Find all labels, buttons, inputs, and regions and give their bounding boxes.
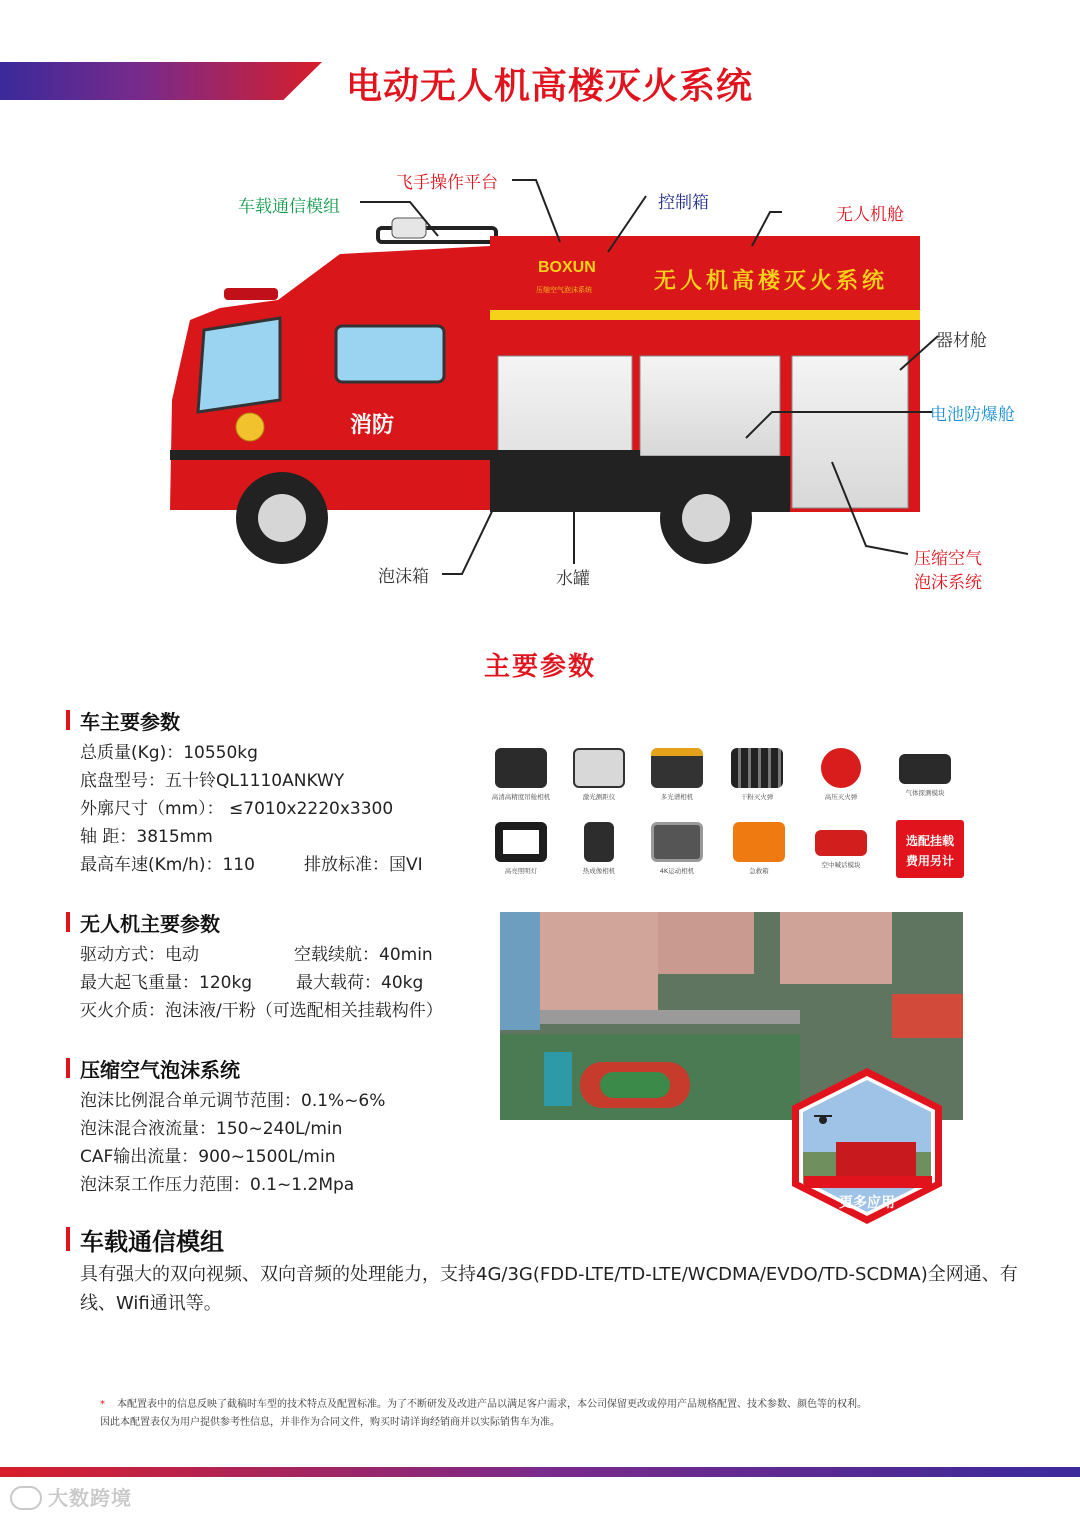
equipment-item [564,822,634,875]
equipment-caption: 急救箱 [749,867,769,875]
optional-mounts-badge [896,820,964,878]
footer-ribbon [0,1467,1080,1477]
brand-subtitle: 压缩空气泡沫系统 [536,287,592,294]
header-ribbon [0,62,322,100]
callout-comm-module: 车载通信模组 [238,197,340,217]
equipment-caption: 高清高精度吊舱相机 [491,793,551,801]
truck-illustration [160,150,1015,610]
equipment-caption: 高亮照明灯 [504,867,538,875]
footnote-line1: 本配置表中的信息反映了截稿时车型的技术特点及配置标准。为了不断研发及改进产品以满足客户需求，本公司保留更改或停用产品规格配置、技术参数、颜色等的权利。 [117,1399,867,1410]
comm-module-description: 具有强大的双向视频、双向音频的处理能力，支持4G/3G(FDD-LTE/TD-LTE/WCDMA/EVDO/TD-SCDMA)全网通、有线、Wifi通讯等。 [80,1264,1018,1314]
callout-control-box: 控制箱 [658,193,709,213]
vehicle-param-emission: 排放标准：国VI [304,855,423,875]
thermal-camera-icon [584,822,614,862]
equipment-item [806,822,876,869]
equipment-caption: 气体探测模块 [905,789,945,797]
callout-battery-cabin: 电池防爆舱 [930,405,1015,425]
equipment-caption: 高压灭火弹 [824,793,858,801]
heading-caf-params: 压缩空气泡沫系统 [66,1054,240,1083]
callout-drone-cabin: 无人机舱 [836,205,904,225]
callout-equipment-cabin: 器材舱 [936,331,987,351]
caf-param-0: 泡沫比例混合单元调节范围：0.1%~6% [80,1091,386,1111]
heading-comm-module: 车载通信模组 [66,1222,224,1257]
cab-text: 消防 [350,412,395,437]
drone-param-takeoff: 最大起飞重量：120kg [80,973,253,993]
gas-detector-icon [899,754,951,784]
footnote-line2: 因此本配置表仅为用户提供参考性信息，并非作为合同文件，购买时请详询经销商并以实际销售车为准。 [100,1417,560,1428]
equipment-item [642,822,712,875]
powder-bomb-icon [731,748,783,788]
rangefinder-icon [573,748,625,788]
action-camera-icon [651,822,703,862]
drone-param-endurance: 空载续航：40min [294,945,433,965]
heading-drone-params: 无人机主要参数 [66,908,220,937]
callout-caf-system-line2: 泡沫系统 [914,573,982,593]
callout-foam-box: 泡沫箱 [378,567,429,587]
caf-param-3: 泡沫泵工作压力范围：0.1~1.2Mpa [80,1175,355,1195]
equipment-caption: 激光测距仪 [582,793,616,801]
watermark-text: 大数跨境 [48,1486,132,1510]
equipment-grid [486,748,966,888]
callout-pilot-platform: 飞手操作平台 [396,173,498,193]
more-apps-label: 更多应用 [839,1195,895,1211]
vehicle-param-3: 轴 距：3815mm [80,827,213,847]
vehicle-param-1: 底盘型号：五十铃QL1110ANKWY [80,771,345,791]
equipment-item [890,748,960,797]
brand-logo: BOXUN [538,259,596,276]
equipment-caption: 空中喊话模块 [821,861,861,869]
vehicle-param-0: 总质量(Kg)：10550kg [80,743,258,763]
drone-param-payload: 最大载荷：40kg [296,973,424,993]
spotlight-icon [495,822,547,862]
drone-param-medium: 灭火介质：泡沫液/干粉（可选配相关挂载构件） [80,1001,443,1021]
equipment-item [564,748,634,801]
optional-mounts-line1: 选配挂载 [905,834,954,848]
watermark [10,1482,132,1512]
equipment-item [722,748,792,801]
loudspeaker-icon [815,830,867,856]
callout-water-tank: 水罐 [556,569,590,589]
vehicle-param-2: 外廓尺寸（mm）： ≤7010x2220x3300 [80,799,394,819]
equipment-item [642,748,712,801]
page-title: 电动无人机高楼灭火系统 [346,66,754,107]
watermark-logo-icon [10,1486,42,1510]
footnote [100,1396,1000,1432]
equipment-caption: 干粉灭火弹 [740,793,774,801]
equipment-item [486,748,556,801]
more-apps-hexagon [792,1068,942,1224]
footnote-star: * [100,1399,105,1410]
caf-param-1: 泡沫混合液流量：150~240L/min [80,1119,343,1139]
heading-vehicle-params: 车主要参数 [66,706,180,735]
equipment-item [806,748,876,801]
body-text: 无人机高楼灭火系统 [654,268,889,293]
vehicle-param-4: 最高车速(Km/h)：110 [80,855,255,875]
callout-caf-system-line1: 压缩空气 [914,549,982,569]
equipment-caption: 4K运动相机 [659,867,695,875]
section-title-params: 主要参数 [483,652,596,682]
first-aid-box-icon [733,822,785,862]
equipment-caption: 热成像相机 [582,867,616,875]
equipment-item [724,822,794,875]
equipment-caption: 多光谱相机 [660,793,694,801]
multispectral-camera-icon [651,748,703,788]
caf-param-2: CAF输出流量：900~1500L/min [80,1147,336,1167]
pressure-extinguisher-icon [821,748,861,788]
drone-param-drive: 驱动方式：电动 [80,945,199,965]
gimbal-camera-icon [495,748,547,788]
optional-mounts-line2: 费用另计 [905,854,954,868]
equipment-item [486,822,556,875]
